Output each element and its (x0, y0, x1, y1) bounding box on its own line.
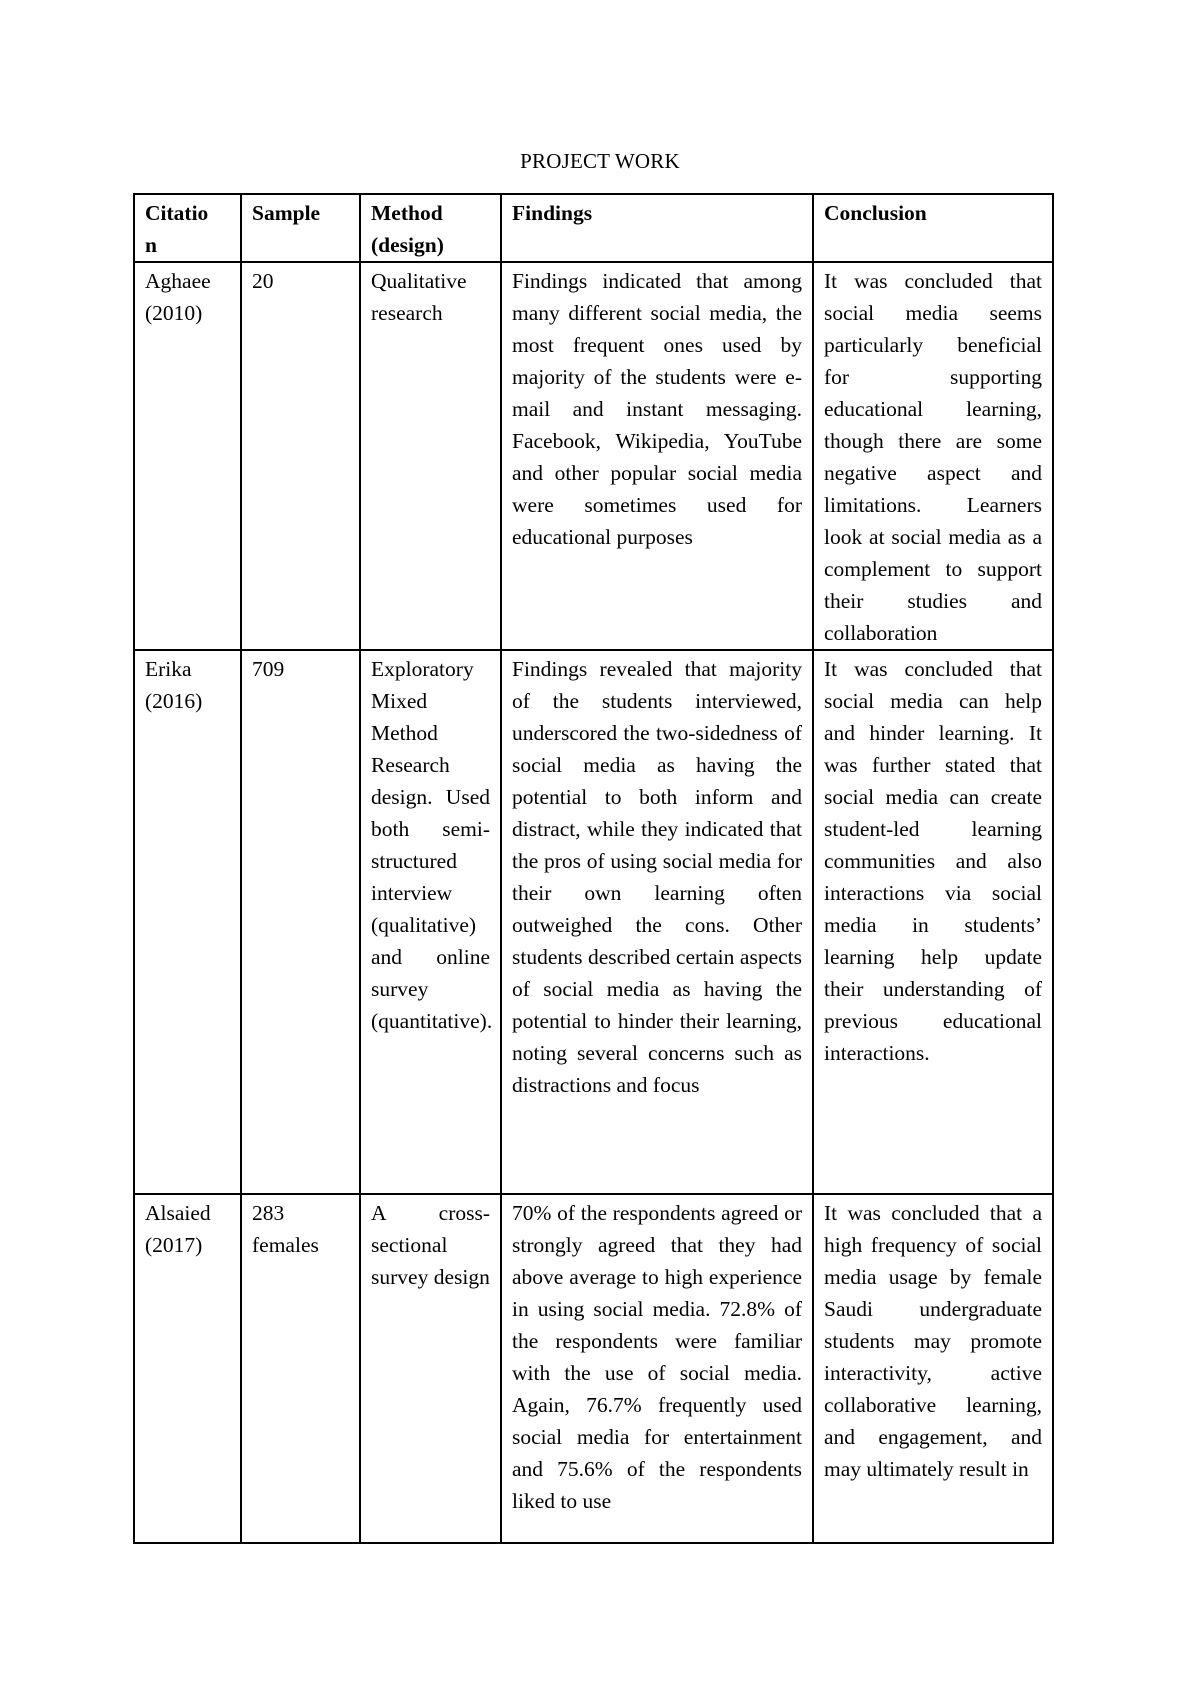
cell-findings: Findings indicated that among many different social media, the most frequent ones used by majority of the students were e-mail and instant messaging. Facebook, Wikipedia, YouTube and other popular social media were sometimes used for educational purposes (501, 262, 813, 650)
cell-findings: Findings revealed that majority of the students interviewed, underscored the two-sidedness of social media as having the potential to both inform and distract, while they indicated that the pros of using social media for their own learning often outweighed the cons. Other students described certain aspects of social media as having the potential to hinder their learning, noting several concerns such as distractions and focus (501, 650, 813, 1194)
header-sample: Sample (241, 194, 360, 262)
cell-sample: 20 (241, 262, 360, 650)
header-findings: Findings (501, 194, 813, 262)
cell-sample: 283 females (241, 1194, 360, 1543)
cell-findings: 70% of the respondents agreed or strongly agreed that they had above average to high experience in using social media. 72.8% of the respondents were familiar with the use of social media. Again, 76.7% frequently used social media for entertainment and 75.6% of the respondents liked to use (501, 1194, 813, 1543)
cell-method: Qualitative research (360, 262, 501, 650)
table-row (134, 262, 1053, 650)
literature-review-table (133, 193, 1054, 1544)
cell-conclusion: It was concluded that social media can help and hinder learning. It was further stated that social media can create student-led learning communities and also interactions via social media in students’ learning help update their understanding of previous educational interactions. (813, 650, 1053, 1194)
header-citation: Citatio n (134, 194, 241, 262)
cell-citation: Alsaied (2017) (134, 1194, 241, 1543)
cell-method: A cross-sectional survey design (360, 1194, 501, 1543)
header-method: Method (design) (360, 194, 501, 262)
table-header-row (134, 194, 1053, 262)
cell-conclusion: It was concluded that social media seems particularly beneficial for supporting educational learning, though there are some negative aspect and limitations. Learners look at social media as a complement to support their studies and collaboration (813, 262, 1053, 650)
cell-citation: Erika (2016) (134, 650, 241, 1194)
table-row (134, 1194, 1053, 1543)
cell-method: Exploratory Mixed Method Research design. Used both semi-structured interview (qualitative) and online survey (quantitative). (360, 650, 501, 1194)
header-conclusion: Conclusion (813, 194, 1053, 262)
cell-conclusion: It was concluded that a high frequency of social media usage by female Saudi undergraduate students may promote interactivity, active collaborative learning, and engagement, and may ultimately result in (813, 1194, 1053, 1543)
cell-sample: 709 (241, 650, 360, 1194)
cell-citation: Aghaee (2010) (134, 262, 241, 650)
table-row (134, 650, 1053, 1194)
page-title: PROJECT WORK (520, 149, 680, 173)
